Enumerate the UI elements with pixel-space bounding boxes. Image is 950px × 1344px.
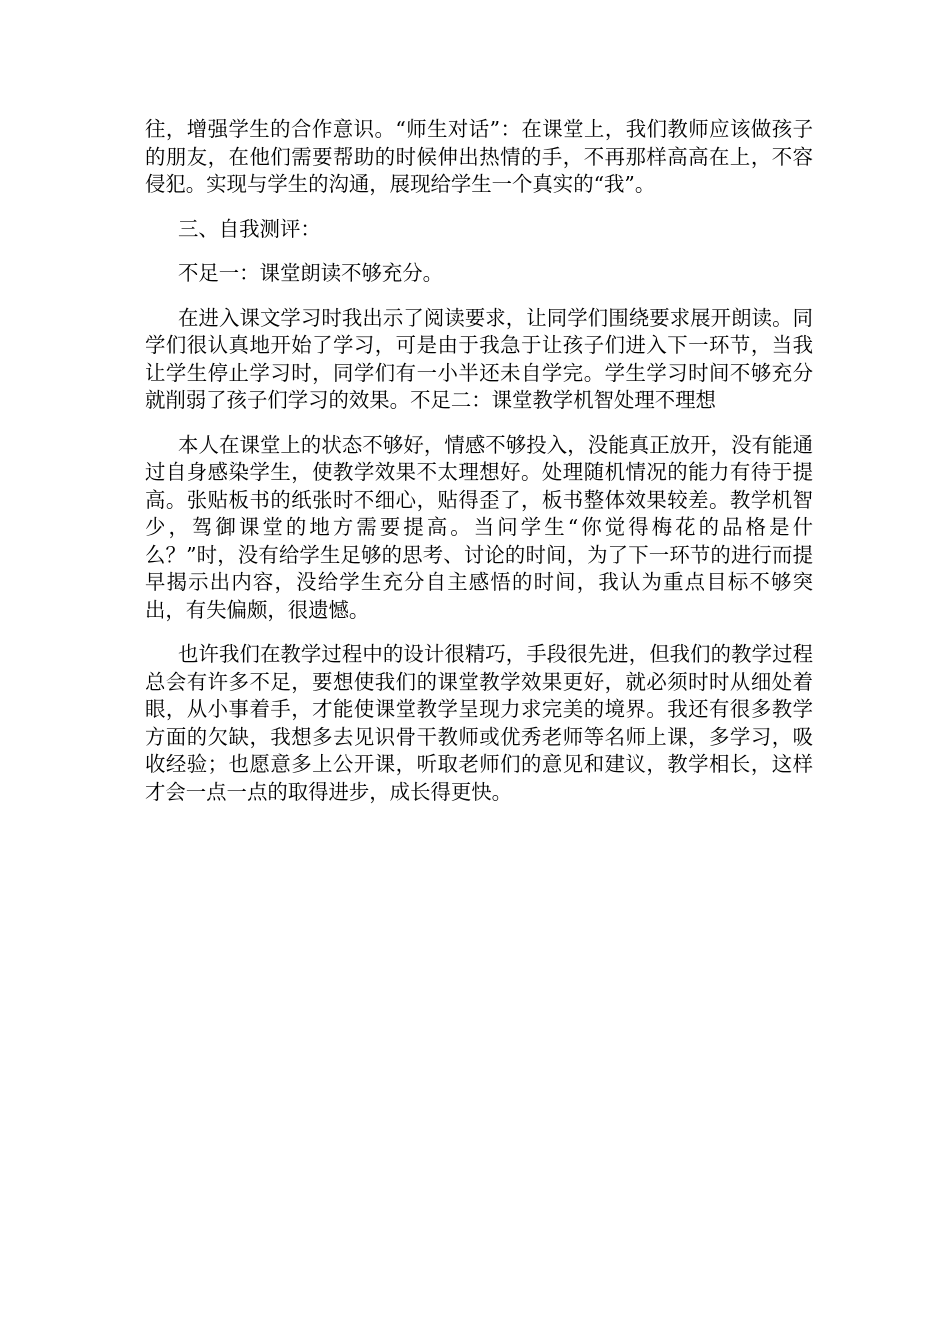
paragraph-classroom-state: 本人在课堂上的状态不够好，情感不够投入，没能真正放开，没有能通过自身感染学生，使教学效果不太理想好。处理随机情况的能力有待于提高。张贴板书的纸张时不细心，贴得歪了，板书整体效果较差。教学机智少，驾御课堂的地方需要提高。当问学生“你觉得梅花的品格是什么？”时，没有给学生足够的思考、讨论的时间，为了下一环节的进行而提早揭示出内容，没给学生充分自主感悟的时间，我认为重点目标不够突出，有失偏颇，很遗憾。 bbox=[145, 432, 813, 622]
paragraph-conclusion: 也许我们在教学过程中的设计很精巧，手段很先进，但我们的教学过程总会有许多不足，要想使我们的课堂教学效果更好，就必须时时从细处着眼，从小事着手，才能使课堂教学呈现力求完美的境界。我还有很多教学方面的欠缺，我想多去见识骨干教师或优秀老师等名师上课，多学习，吸收经验；也愿意多上公开课，听取老师们的意见和建议，教学相长，这样才会一点一点的取得进步，成长得更快。 bbox=[145, 642, 813, 804]
subheading-shortcoming-one: 不足一：课堂朗读不够充分。 bbox=[178, 261, 444, 285]
paragraph-reading: 在进入课文学习时我出示了阅读要求，让同学们围绕要求展开朗读。同学们很认真地开始了学习，可是由于我急于让孩子们进入下一环节，当我让学生停止学习时，同学们有一小半还未自学完。学生学习时间不够充分就削弱了孩子们学习的效果。不足二：课堂教学机智处理不理想 bbox=[145, 305, 813, 412]
section-heading-self-evaluation: 三、自我测评： bbox=[178, 216, 321, 241]
document-body bbox=[145, 116, 813, 823]
paragraph-continuation: 往，增强学生的合作意识。“师生对话”：在课堂上，我们教师应该做孩子的朋友，在他们需要帮助的时候伸出热情的手，不再那样高高在上，不容侵犯。实现与学生的沟通，展现给学生一个真实的“我”。 bbox=[145, 117, 813, 196]
